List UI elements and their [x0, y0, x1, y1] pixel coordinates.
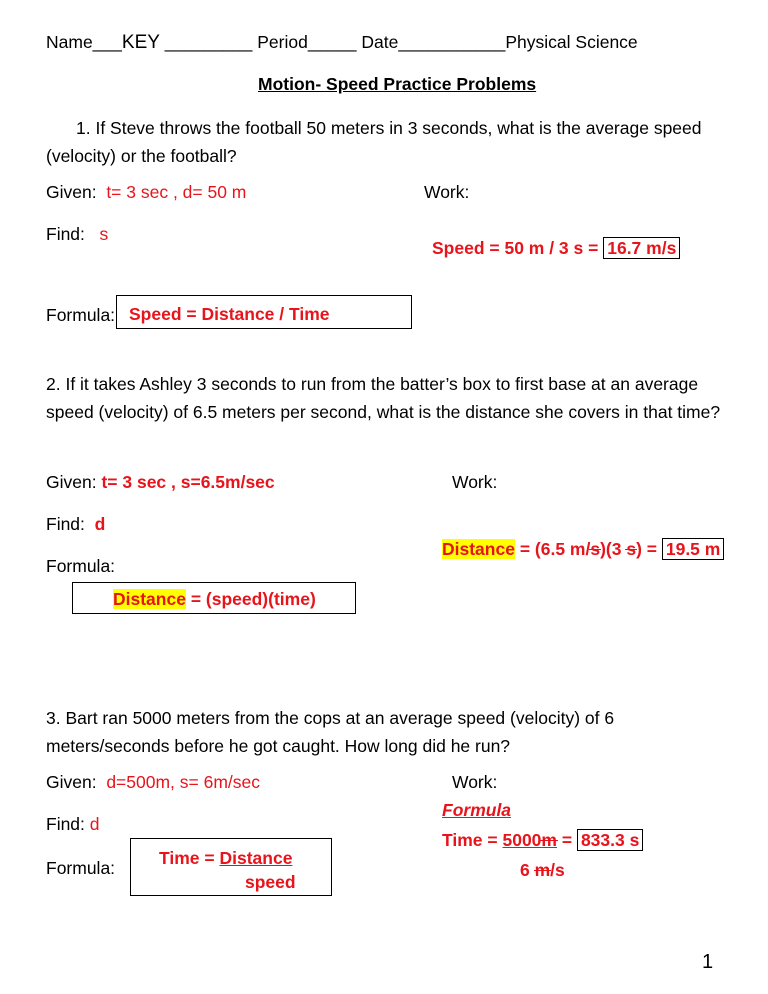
find-value: d [94, 514, 106, 534]
page-title: Motion- Speed Practice Problems [258, 74, 537, 94]
problem-2-given [46, 472, 275, 493]
formula-top-pre: Time = [159, 848, 220, 868]
formula-value [113, 589, 316, 610]
find-value: d [89, 814, 100, 834]
problem-1-find [46, 224, 108, 245]
work-eq: = [556, 830, 573, 850]
given-value: t= 3 sec , s=6.5m/sec [101, 472, 275, 492]
problem-1-given [46, 182, 246, 203]
problem-2-work-label: Work: [452, 472, 498, 492]
name-value: KEY [121, 32, 160, 53]
problem-3-work-line-2 [520, 860, 565, 881]
page-number: 1 [702, 951, 714, 973]
formula-top [159, 848, 292, 869]
work-mid-1: = (6.5 m/ [514, 539, 591, 559]
formula-bottom: speed [245, 872, 296, 892]
work-num-unit: m [541, 830, 557, 850]
problem-3-given [46, 772, 260, 793]
problem-3-work-formula: Formula [442, 800, 512, 820]
formula-top-word: Distance [219, 848, 293, 868]
find-label: Find: [46, 514, 85, 534]
work-answer: 833.3 s [577, 829, 643, 851]
problem-3-work-label: Work: [452, 772, 498, 792]
find-value: s [99, 224, 109, 244]
work-numerator [502, 830, 557, 850]
problem-3-question: 3. Bart ran 5000 meters from the cops at an average speed (velocity) of 6 meters/seconds before he got caught. How long did he run? [46, 708, 615, 756]
problem-2-formula-box [72, 582, 356, 614]
work-den-unit: m [534, 860, 551, 880]
work-cancelled-s2: s [626, 539, 637, 559]
work-expression: Speed = 50 m / 3 s = [432, 238, 599, 258]
name-label: Name___ [46, 32, 122, 52]
formula-word: Distance [113, 589, 186, 609]
formula-value: Speed = Distance / Time [129, 304, 330, 324]
work-line-pre: Time = [442, 830, 503, 850]
given-value: t= 3 sec , d= 50 m [106, 182, 247, 202]
problem-2-find [46, 514, 105, 535]
work-cancelled-s1: s [590, 539, 601, 559]
problem-2-work [442, 539, 724, 560]
given-value: d=500m, s= 6m/sec [106, 772, 261, 792]
work-mid-3: ) = [636, 539, 657, 559]
work-den-post: /s [550, 860, 565, 880]
find-label: Find: [46, 814, 85, 834]
problem-1-formula-label: Formula: [46, 305, 116, 325]
problem-1-question: 1. If Steve throws the football 50 meters in 3 seconds, what is the average speed (velocity) or the football? [46, 118, 702, 166]
problem-3-find [46, 814, 100, 835]
header-rest: _________ Period_____ Date___________Physical Science [159, 32, 638, 52]
work-answer: 19.5 m [662, 538, 724, 560]
work-answer: 16.7 m/s [603, 237, 680, 259]
find-label: Find: [46, 224, 85, 244]
problem-1-work-label: Work: [424, 182, 470, 202]
problem-2-formula-label: Formula: [46, 556, 116, 576]
given-label: Given: [46, 472, 97, 492]
header-line [46, 32, 638, 55]
work-den-pre: 6 [520, 860, 535, 880]
problem-3-formula-label: Formula: [46, 858, 116, 878]
problem-3-formula-box [130, 838, 332, 896]
formula-rest: = (speed)(time) [185, 589, 316, 609]
work-mid-2: )(3 [600, 539, 627, 559]
problem-3-work-line-1 [442, 830, 643, 851]
work-word: Distance [442, 539, 515, 559]
problem-2-question: 2. If it takes Ashley 3 seconds to run from the batter’s box to first base at an average speed (velocity) of 6.5 meters per second, what is the distance she covers in that time? [46, 374, 721, 422]
given-label: Given: [46, 772, 97, 792]
problem-1-work [432, 238, 680, 259]
given-label: Given: [46, 182, 97, 202]
problem-1-formula-box [116, 295, 412, 329]
work-num: 5000 [502, 830, 542, 850]
